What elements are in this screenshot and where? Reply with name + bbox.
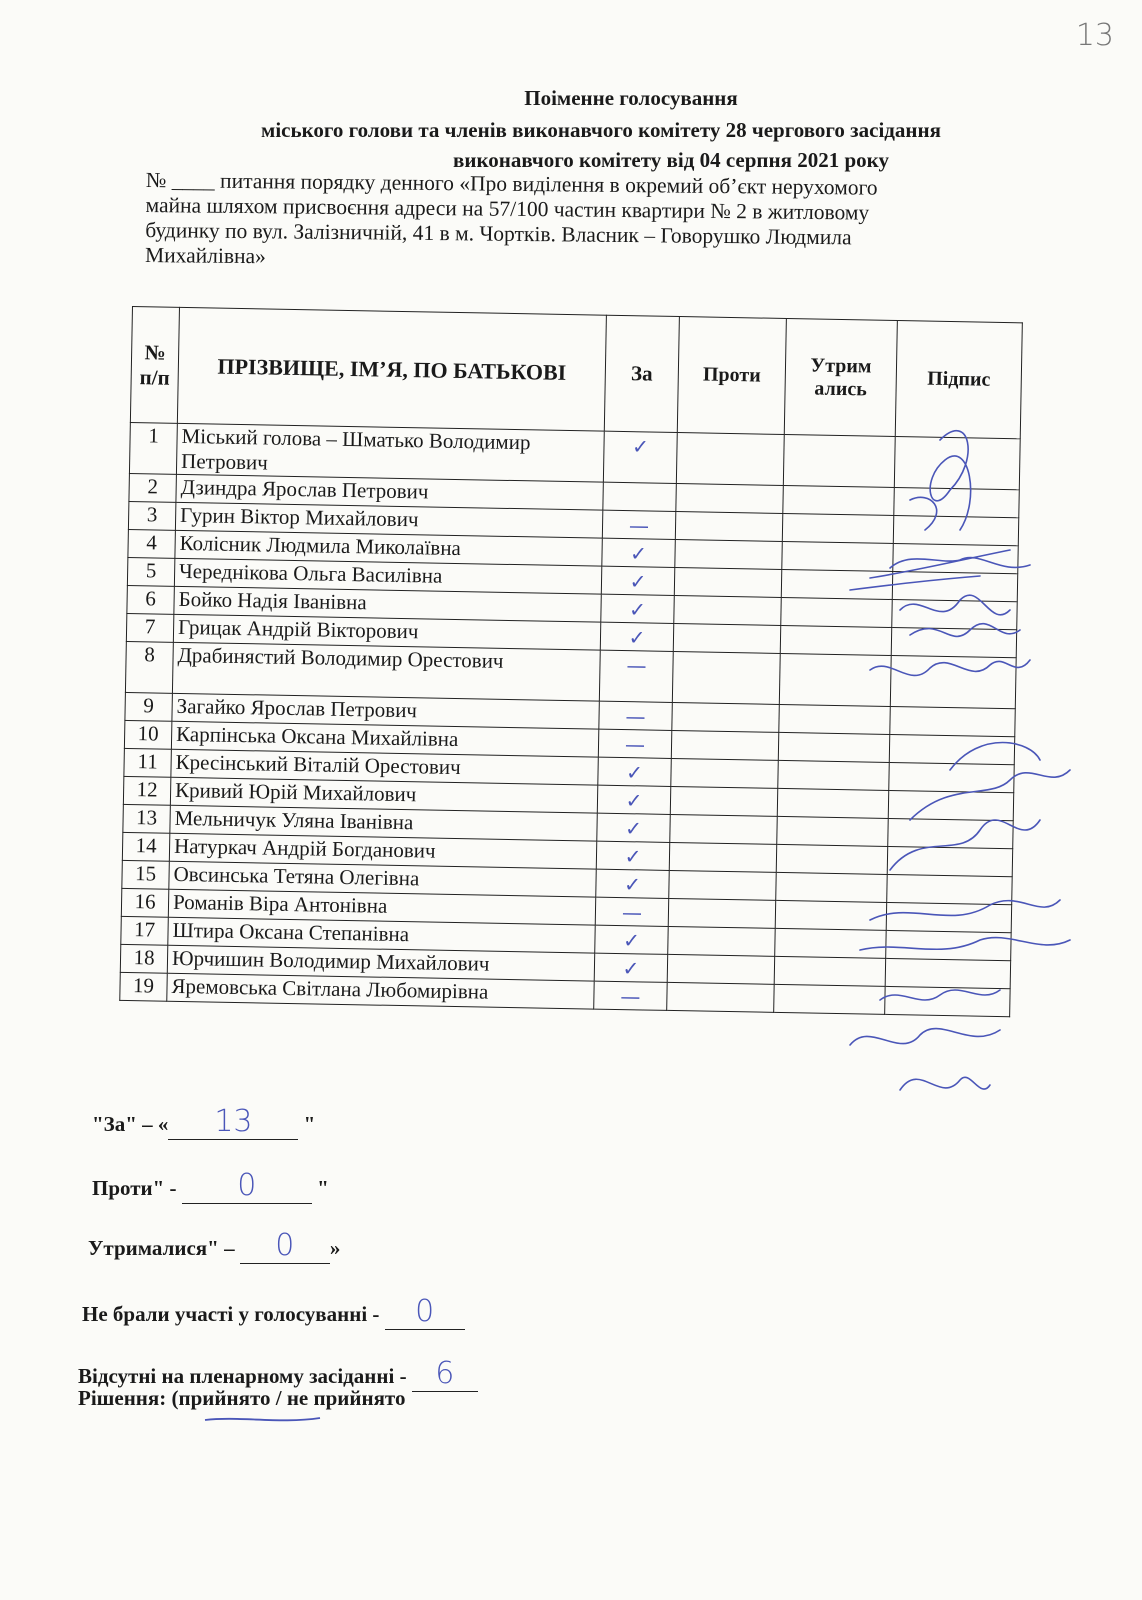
row-num: 8 <box>125 641 173 693</box>
signature-14 <box>870 900 1060 920</box>
signature-19 <box>900 1077 990 1090</box>
vote-mark: ✓ <box>624 844 642 869</box>
agenda-line: № ____ питання порядку денного «Про виділення в окремий об’єкт нерухомого <box>145 168 878 200</box>
row-num: 19 <box>120 972 168 1001</box>
document-subtitle-line2: виконавчого комітету від 04 серпня 2021 року <box>453 148 889 172</box>
vote-mark: — <box>621 900 643 925</box>
utr-value: 0 <box>275 1228 295 1263</box>
agenda-item-text <box>145 168 1081 278</box>
signature-17 <box>880 990 1000 1000</box>
summary-ne-braly <box>82 1294 465 1330</box>
row-name: Загайко Ярослав Петрович <box>172 693 599 729</box>
summary-utrymalys <box>88 1228 340 1264</box>
row-num: 11 <box>124 748 172 777</box>
signature-5 <box>900 595 1010 615</box>
vote-mark: ✓ <box>625 760 644 785</box>
decision-line: Рішення: (прийнято / не прийнято <box>78 1386 406 1410</box>
row-name: Кривий Юрій Михайлович <box>170 777 597 813</box>
signature-10 <box>910 743 1070 821</box>
za-value: 13 <box>214 1104 253 1139</box>
header-name: ПРІЗВИЩЕ, ІМ’Я, ПО БАТЬКОВІ <box>177 307 606 431</box>
vote-mark: ✓ <box>623 872 642 897</box>
row-num: 6 <box>127 585 175 614</box>
signature-1 <box>910 431 971 530</box>
vote-mark: ✓ <box>622 956 640 981</box>
vote-mark: — <box>620 984 641 1009</box>
proty-label: Проти" - <box>92 1176 182 1200</box>
vote-mark: — <box>625 704 646 729</box>
vote-mark: ✓ <box>622 928 641 953</box>
utr-close: » <box>329 1236 341 1260</box>
row-num: 9 <box>125 692 173 721</box>
signature-12 <box>890 820 1040 870</box>
agenda-line: будинку по вул. Залізничній, 41 в м. Чортків. Власник – Говорушко Людмила <box>145 217 852 250</box>
vote-mark: ✓ <box>628 597 647 622</box>
header-za: За <box>604 315 679 432</box>
vote-mark: ✓ <box>628 625 646 650</box>
row-num: 16 <box>121 888 169 917</box>
vidsutni-label: Відсутні на пленарному засіданні - <box>78 1364 412 1388</box>
row-num: 3 <box>128 501 176 530</box>
signatures-scribbles <box>830 400 1130 1130</box>
row-name: Юрчишин Володимир Михайлович <box>167 945 594 981</box>
ne-braly-label: Не брали участі у голосуванні - <box>82 1302 385 1326</box>
vote-mark: ✓ <box>629 541 648 566</box>
vote-mark: ✓ <box>624 816 643 841</box>
signature-7 <box>870 660 1030 675</box>
signature-4 <box>850 550 1030 590</box>
utr-label: Утрималися" – <box>88 1236 240 1260</box>
document-title: Поіменне голосування <box>524 86 738 110</box>
row-name: Драбинястий Володимир Орестович <box>172 642 600 701</box>
signature-18 <box>850 1029 1000 1045</box>
vote-mark: ✓ <box>629 569 647 594</box>
row-num: 13 <box>123 804 171 833</box>
row-name: Карпінська Оксана Михайлівна <box>171 721 598 757</box>
vote-mark: ✓ <box>625 788 643 813</box>
row-name: Колісник Людмила Миколаївна <box>175 530 602 566</box>
agenda-line: Михайлівна» <box>144 242 267 269</box>
vote-mark: — <box>624 732 646 757</box>
row-name: Романів Віра Антонівна <box>168 889 595 925</box>
agenda-line: майна шляхом присвоєння адреси на 57/100 частин квартири № 2 в житловому <box>145 192 870 225</box>
row-num: 15 <box>122 860 170 889</box>
document-subtitle-line1: міського голови та членів виконавчого комітету 28 чергового засідання <box>261 118 941 142</box>
row-name: Дзиндра Ярослав Петрович <box>176 474 603 510</box>
row-num: 2 <box>129 473 177 502</box>
row-name: Штира Оксана Степанівна <box>168 917 595 953</box>
row-num: 17 <box>121 916 169 945</box>
row-num: 10 <box>124 720 172 749</box>
row-num: 12 <box>123 776 171 805</box>
header-utrymalys: Утрим ались <box>784 318 897 436</box>
decision-underline <box>200 1410 330 1430</box>
vidsutni-value: 6 <box>435 1356 455 1391</box>
summary-za <box>92 1104 315 1140</box>
row-num: 7 <box>126 613 174 642</box>
row-num: 4 <box>128 529 176 558</box>
signature-15 <box>860 938 1070 950</box>
row-name: Грицак Андрій Вікторович <box>173 614 600 650</box>
row-name: Череднікова Ольга Василівна <box>174 558 601 594</box>
row-name: Кресінський Віталій Орестович <box>171 749 598 785</box>
header-num: № п/п <box>130 307 179 424</box>
row-name: Натуркач Андрій Богданович <box>169 833 596 869</box>
proty-close: " <box>311 1176 329 1200</box>
row-num: 1 <box>129 422 177 474</box>
za-label: "За" – « <box>92 1112 169 1136</box>
row-name: Міський голова – Шматько Володимир Петрович <box>176 423 604 482</box>
row-num: 5 <box>127 557 175 586</box>
header-proty: Проти <box>677 317 786 435</box>
vote-mark: — <box>626 653 647 678</box>
za-close: " <box>298 1112 316 1136</box>
row-name: Мельничук Уляна Іванівна <box>170 805 597 841</box>
page-number: 13 <box>1075 18 1114 53</box>
proty-value: 0 <box>237 1168 257 1203</box>
header-pidpys: Підпис <box>895 321 1022 439</box>
ne-braly-value: 0 <box>415 1294 435 1329</box>
vote-mark: — <box>628 513 650 538</box>
summary-proty <box>92 1168 329 1204</box>
row-name: Гурин Віктор Михайлович <box>175 502 602 538</box>
row-name: Бойко Надія Іванівна <box>174 586 601 622</box>
row-name: Овсинська Тетяна Олегівна <box>169 861 596 897</box>
row-num: 18 <box>120 944 168 973</box>
row-num: 14 <box>122 832 170 861</box>
signature-6 <box>910 624 1020 637</box>
vote-mark: ✓ <box>631 434 650 459</box>
row-name: Яремовська Світлана Любомирівна <box>167 973 594 1009</box>
